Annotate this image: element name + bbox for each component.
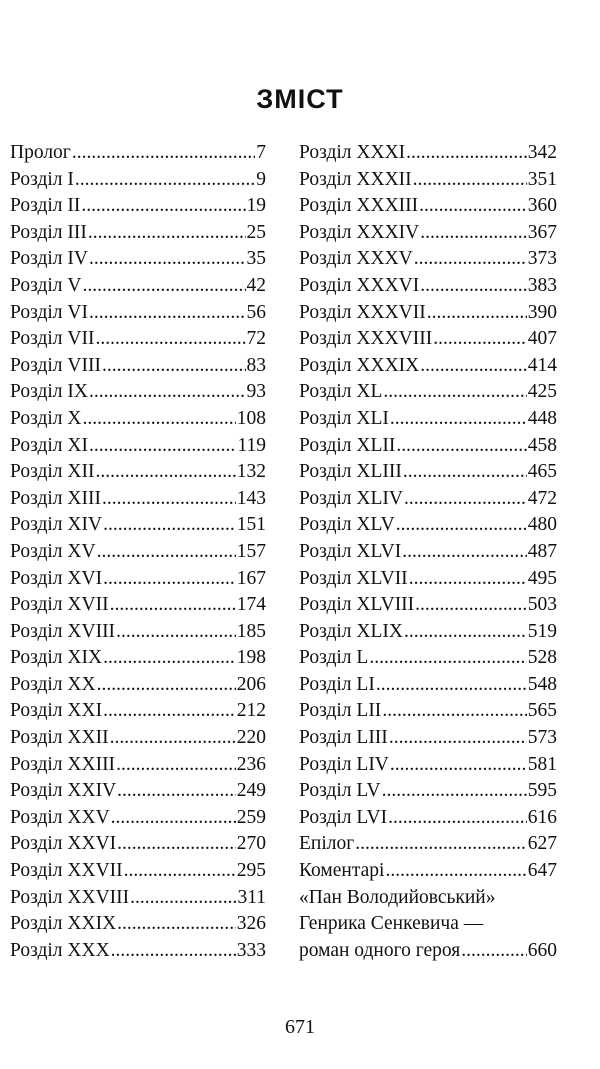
toc-entry-page: 333	[236, 939, 266, 961]
toc-entry[interactable]	[10, 778, 266, 805]
dot-leader	[103, 645, 236, 672]
toc-entry[interactable]	[299, 406, 557, 433]
toc-entry-page: 295	[236, 860, 266, 882]
toc-entry[interactable]	[299, 433, 557, 460]
toc-entry[interactable]	[299, 140, 557, 167]
toc-entry-page: 367	[527, 221, 557, 243]
toc-entry-label: роман одного героя	[299, 939, 461, 961]
toc-entry-label: Розділ XLV	[299, 514, 395, 536]
toc-entry-page: 25	[246, 221, 266, 243]
toc-entry-label: Розділ XXXII	[299, 168, 412, 190]
toc-entry-label: Розділ XXII	[10, 727, 109, 749]
toc-entry-label: Розділ XXXIX	[299, 354, 420, 376]
toc-entry[interactable]	[299, 672, 557, 699]
dot-leader	[383, 379, 526, 406]
dot-leader	[116, 619, 236, 646]
dot-leader	[110, 592, 236, 619]
toc-entry-essay[interactable]	[299, 938, 557, 965]
essay-title-line: «Пан Володийовський»	[299, 886, 496, 908]
toc-entry-label: Розділ L	[299, 647, 369, 669]
toc-entry-page: 458	[527, 434, 557, 456]
toc-entry-label: Розділ LIII	[299, 727, 388, 749]
toc-entry-label: Розділ LV	[299, 780, 381, 802]
toc-entry-label: Розділ XXIV	[10, 780, 117, 802]
toc-entry-page: 56	[246, 301, 266, 323]
toc-entry-label: Розділ XLII	[299, 434, 396, 456]
toc-entry[interactable]	[10, 645, 266, 672]
toc-entry[interactable]	[10, 486, 266, 513]
toc-entry-page: 503	[527, 594, 557, 616]
toc-entry[interactable]	[299, 752, 557, 779]
dot-leader	[83, 406, 236, 433]
toc-entry[interactable]	[10, 938, 266, 965]
toc-entry-page: 573	[527, 727, 557, 749]
toc-entry-label: Розділ XX	[10, 673, 96, 695]
toc-entry-label: Розділ VI	[10, 301, 88, 323]
dot-leader	[103, 566, 236, 593]
toc-entry[interactable]	[10, 672, 266, 699]
toc-entry-label: Розділ XLI	[299, 407, 389, 429]
toc-entry-label: Розділ XLIV	[299, 487, 403, 509]
dot-leader	[97, 539, 236, 566]
toc-left-column	[10, 140, 266, 964]
toc-entry[interactable]	[299, 512, 557, 539]
toc-entry[interactable]	[10, 698, 266, 725]
toc-entry-label: Розділ XXXVIII	[299, 328, 433, 350]
toc-entry-label: Розділ XXXVII	[299, 301, 426, 323]
toc-entry-page: 448	[527, 407, 557, 429]
dot-leader	[72, 140, 255, 167]
dot-leader	[111, 805, 236, 832]
dot-leader	[81, 193, 245, 220]
toc-entry-page: 259	[236, 806, 266, 828]
dot-leader	[88, 220, 246, 247]
toc-entry-page: 390	[527, 301, 557, 323]
toc-entry-page: 35	[246, 248, 266, 270]
dot-leader	[117, 911, 236, 938]
toc-entry-label: Розділ XL	[299, 381, 383, 403]
page-number: 671	[285, 1016, 315, 1038]
toc-right-column	[299, 140, 557, 964]
toc-entry-label: Розділ XXVIII	[10, 886, 130, 908]
dot-leader	[409, 566, 527, 593]
toc-entry[interactable]	[10, 140, 266, 167]
toc-entry[interactable]	[10, 512, 266, 539]
toc-entry[interactable]	[299, 858, 557, 885]
toc-entry[interactable]	[10, 220, 266, 247]
toc-entry-page: 19	[246, 195, 266, 217]
dot-leader	[89, 300, 246, 327]
dot-leader	[89, 246, 246, 273]
toc-entry-page: 198	[236, 647, 266, 669]
toc-entry[interactable]	[10, 379, 266, 406]
toc-entry[interactable]	[299, 778, 557, 805]
toc-entry-label: Розділ IV	[10, 248, 88, 270]
toc-entry-page: 42	[246, 274, 266, 296]
toc-entry-label: Розділ XLVII	[299, 567, 408, 589]
dot-leader	[396, 433, 526, 460]
toc-entry-page: 93	[246, 381, 266, 403]
toc-entry-page: 519	[527, 620, 557, 642]
toc-entry-page: 407	[527, 328, 557, 350]
toc-entry-page: 548	[527, 673, 557, 695]
toc-entry-label: Розділ XXXI	[299, 142, 406, 163]
toc-entry-label: Розділ XVIII	[10, 620, 116, 642]
toc-entry-label: Розділ IX	[10, 381, 88, 403]
dot-leader	[103, 698, 236, 725]
toc-entry[interactable]	[299, 167, 557, 194]
dot-leader	[404, 486, 527, 513]
dot-leader	[390, 752, 527, 779]
toc-entry-label: Розділ XIII	[10, 487, 101, 509]
dot-leader	[75, 167, 255, 194]
toc-entry-label: Розділ XIV	[10, 514, 103, 536]
dot-leader	[396, 512, 527, 539]
toc-entry-page: 220	[236, 727, 266, 749]
dot-leader	[413, 167, 527, 194]
toc-entry-label: Розділ XII	[10, 461, 95, 483]
dot-leader	[97, 672, 236, 699]
toc-entry-page: 132	[236, 461, 266, 483]
dot-leader	[415, 592, 527, 619]
toc-entry-page: 174	[236, 594, 266, 616]
dot-leader	[382, 698, 526, 725]
toc-entry-page: 108	[236, 407, 266, 429]
toc-entry[interactable]	[299, 698, 557, 725]
toc-entry-page: 565	[527, 700, 557, 722]
toc-entry[interactable]	[299, 539, 557, 566]
dot-leader	[402, 539, 527, 566]
dot-leader	[130, 885, 236, 912]
dot-leader	[117, 831, 236, 858]
toc-entry[interactable]	[299, 379, 557, 406]
toc-entry[interactable]	[10, 566, 266, 593]
toc-entry-label: Розділ XXXVI	[299, 274, 420, 296]
toc-entry-label: Розділ XLVI	[299, 540, 402, 562]
dot-leader	[389, 725, 527, 752]
toc-entry-page: 495	[527, 567, 557, 589]
toc-entry-label: Розділ VIII	[10, 354, 101, 376]
toc-entry-page: 206	[236, 673, 266, 695]
toc-entry-label: Розділ XXXIII	[299, 195, 419, 217]
dot-leader	[355, 831, 527, 858]
toc-entry[interactable]	[10, 300, 266, 327]
toc-entry-page: 157	[236, 540, 266, 562]
toc-entry-label: Розділ LIV	[299, 753, 389, 775]
toc-entry-label: Епілог	[299, 833, 355, 855]
toc-entry-label: Розділ XXVI	[10, 833, 117, 855]
dot-leader	[420, 353, 527, 380]
toc-entry-label: Розділ XXV	[10, 806, 110, 828]
toc-entry[interactable]	[299, 353, 557, 380]
toc-entry-page: 119	[237, 434, 266, 456]
dot-leader	[382, 778, 527, 805]
toc-entry-page: 83	[246, 354, 266, 376]
toc-entry[interactable]	[10, 273, 266, 300]
toc-entry-label: Розділ XLVIII	[299, 594, 415, 616]
toc-entry-page: 616	[527, 806, 557, 828]
toc-entry[interactable]	[10, 406, 266, 433]
toc-entry-label: Розділ V	[10, 274, 82, 296]
toc-entry-page: 9	[256, 168, 266, 190]
toc-entry-label: Розділ XLIX	[299, 620, 403, 642]
dot-leader	[102, 353, 246, 380]
toc-entry-page: 528	[527, 647, 557, 669]
dot-leader	[433, 326, 527, 353]
toc-entry-page: 212	[236, 700, 266, 722]
toc-entry[interactable]	[299, 725, 557, 752]
toc-entry-page: 151	[236, 514, 266, 536]
toc-entry-page: 185	[236, 620, 266, 642]
toc-entry[interactable]	[299, 300, 557, 327]
toc-entry[interactable]	[10, 592, 266, 619]
toc-entry-page: 373	[527, 248, 557, 270]
toc-entry-page: 360	[527, 195, 557, 217]
dot-leader	[110, 725, 236, 752]
essay-subtitle-line: Генрика Сенкевича —	[299, 913, 484, 935]
toc-entry[interactable]	[299, 645, 557, 672]
toc-entry[interactable]	[10, 805, 266, 832]
toc-entry[interactable]	[299, 246, 557, 273]
toc-entry[interactable]	[299, 486, 557, 513]
toc-entry[interactable]	[299, 805, 557, 832]
toc-entry-label: Розділ XXXV	[299, 248, 413, 270]
toc-entry-label: Розділ VII	[10, 328, 95, 350]
toc-entry[interactable]	[10, 858, 266, 885]
toc-entry[interactable]	[10, 353, 266, 380]
toc-entry[interactable]	[299, 566, 557, 593]
dot-leader	[102, 486, 236, 513]
toc-entry-label: Розділ XXXIV	[299, 221, 420, 243]
toc-entry-page: 472	[527, 487, 557, 509]
toc-entry[interactable]	[299, 193, 557, 220]
toc-entry[interactable]	[299, 831, 557, 858]
dot-leader	[403, 459, 527, 486]
toc-entry[interactable]	[299, 273, 557, 300]
dot-leader	[95, 326, 245, 353]
toc-entry-page: 326	[236, 913, 266, 935]
dot-leader	[419, 193, 527, 220]
toc-entry-label: Розділ II	[10, 195, 81, 217]
toc-entry-label: Розділ XIX	[10, 647, 103, 669]
dot-leader	[406, 140, 527, 167]
toc-entry[interactable]	[10, 459, 266, 486]
dot-leader	[95, 459, 235, 486]
toc-entry-page: 660	[527, 939, 557, 961]
toc-entry-page: 351	[527, 168, 557, 190]
dot-leader	[390, 406, 527, 433]
dot-leader	[116, 752, 236, 779]
toc-entry[interactable]	[299, 326, 557, 353]
toc-entry[interactable]	[299, 220, 557, 247]
toc-entry[interactable]	[10, 193, 266, 220]
toc-entry-label: Розділ XI	[10, 434, 88, 456]
toc-entry-page: 167	[236, 567, 266, 589]
toc-entry-label: Розділ XXIII	[10, 753, 116, 775]
toc-entry-page: 647	[527, 860, 557, 882]
toc-entry[interactable]	[10, 619, 266, 646]
dot-leader	[404, 619, 527, 646]
toc-entry[interactable]	[10, 752, 266, 779]
toc-entry-label: Розділ XXIX	[10, 913, 117, 935]
toc-entry-page: 487	[527, 540, 557, 562]
toc-entry-label: Пролог	[10, 142, 71, 163]
toc-entry[interactable]	[10, 725, 266, 752]
dot-leader	[111, 938, 236, 965]
toc-entry-label: Розділ I	[10, 168, 74, 190]
toc-entry-label: Розділ LI	[299, 673, 375, 695]
toc-entry-label: Розділ LII	[299, 700, 382, 722]
dot-leader	[385, 858, 526, 885]
dot-leader	[376, 672, 527, 699]
toc-entry-page: 480	[527, 514, 557, 536]
toc-entry-page: 249	[236, 780, 266, 802]
toc-entry[interactable]	[299, 459, 557, 486]
dot-leader	[103, 512, 236, 539]
toc-entry-label: Розділ XVI	[10, 567, 103, 589]
dot-leader	[124, 858, 236, 885]
toc-entry-page: 383	[527, 274, 557, 296]
dot-leader	[420, 273, 527, 300]
dot-leader	[414, 246, 527, 273]
toc-entry[interactable]	[10, 326, 266, 353]
toc-entry-label: Розділ XXI	[10, 700, 103, 722]
dot-leader	[461, 938, 527, 965]
toc-entry-page: 7	[256, 142, 266, 163]
toc-entry[interactable]	[10, 911, 266, 938]
toc-entry-label: Розділ III	[10, 221, 87, 243]
toc-entry-label: Розділ XV	[10, 540, 96, 562]
page-title: ЗМІСТ	[256, 84, 344, 114]
dot-leader	[117, 778, 236, 805]
dot-leader	[83, 273, 246, 300]
toc-entry[interactable]	[10, 885, 266, 912]
toc-entry-page: 72	[246, 328, 266, 350]
toc-entry[interactable]	[10, 246, 266, 273]
toc-entry[interactable]	[299, 619, 557, 646]
toc-entry[interactable]	[10, 167, 266, 194]
toc-entry-label: Розділ XXVII	[10, 860, 123, 882]
toc-entry-page: 414	[527, 354, 557, 376]
toc-entry-label: Розділ LVI	[299, 806, 388, 828]
toc-entry-page: 425	[527, 381, 557, 403]
dot-leader	[388, 805, 527, 832]
dot-leader	[420, 220, 527, 247]
toc-entry[interactable]	[10, 539, 266, 566]
toc-entry-page: 311	[237, 886, 266, 908]
toc-entry-label: Розділ XLIII	[299, 461, 402, 483]
toc-entry-label: Розділ XXX	[10, 939, 110, 961]
toc-entry-page: 143	[236, 487, 266, 509]
toc-entry-page: 595	[527, 780, 557, 802]
toc-entry[interactable]	[10, 433, 266, 460]
dot-leader	[89, 433, 236, 460]
toc-entry-label: Розділ XVII	[10, 594, 109, 616]
toc-entry-label: Коментарі	[299, 860, 385, 882]
dot-leader	[369, 645, 526, 672]
dot-leader	[89, 379, 246, 406]
toc-entry-page: 236	[236, 753, 266, 775]
toc-entry-page: 342	[527, 142, 557, 163]
toc-entry-label: Розділ X	[10, 407, 82, 429]
dot-leader	[427, 300, 527, 327]
toc-entry-page: 581	[527, 753, 557, 775]
toc-entry-page: 627	[527, 833, 557, 855]
toc-entry-page: 270	[236, 833, 266, 855]
toc-entry[interactable]	[299, 592, 557, 619]
toc-entry-page: 465	[527, 461, 557, 483]
toc-entry[interactable]	[10, 831, 266, 858]
